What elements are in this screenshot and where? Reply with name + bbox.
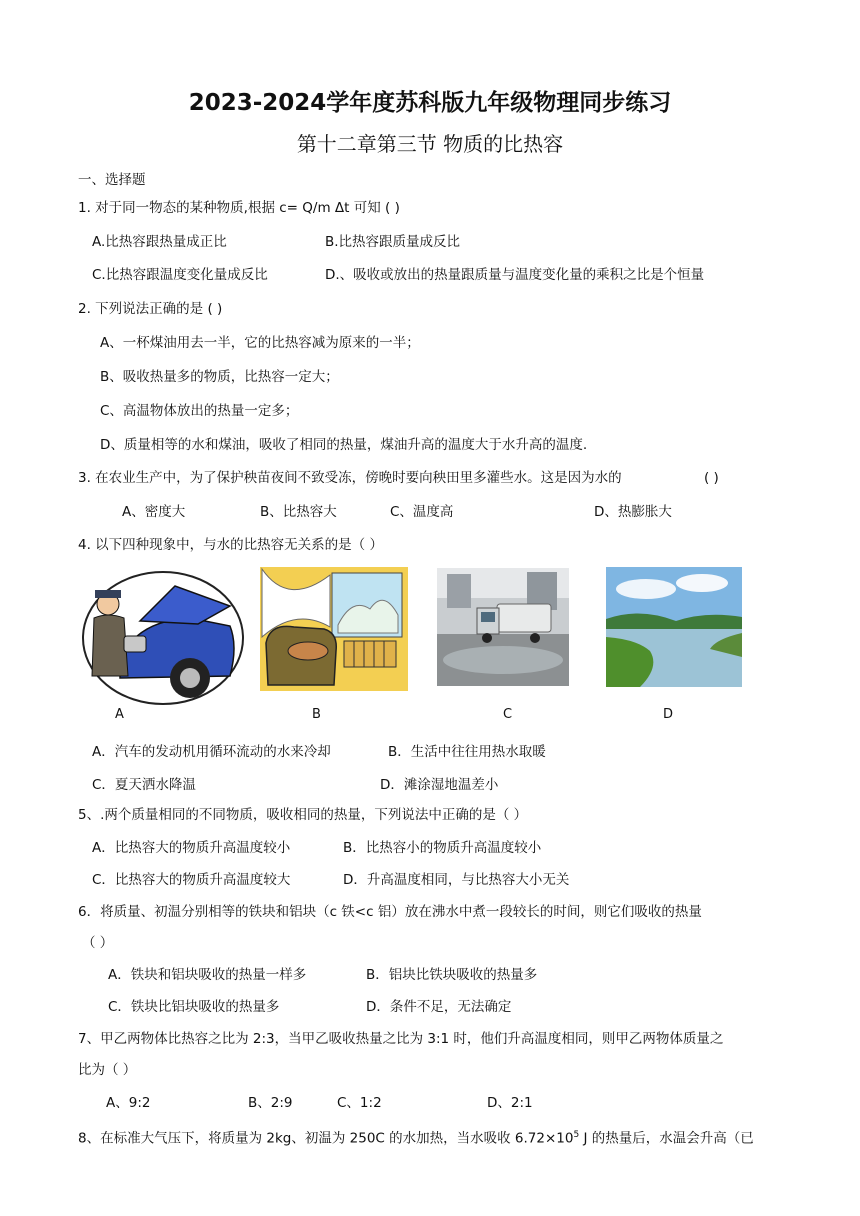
q7-option-b: B、2:9 [248,1095,293,1111]
question-4-stem: 4. 以下四种现象中，与水的比热容无关系的是（ ） [78,537,383,553]
car-mechanic-illustration [80,566,246,706]
page-title: 2023-2024学年度苏科版九年级物理同步练习 [188,90,672,116]
figure-d-label: D [663,707,674,722]
question-3-stem: 3. 在农业生产中，为了保护秧苗夜间不致受冻，傍晚时要向秧田里多灌些水。这是因为水的 [78,470,622,486]
q2-option-d: D、质量相等的水和煤油，吸收了相同的热量，煤油升高的温度大于水升高的温度. [100,437,588,453]
q7-option-a: A、9:2 [106,1095,151,1111]
q6-option-d: D．条件不足，无法确定 [366,999,512,1015]
section-heading: 一、选择题 [78,172,146,188]
q3-option-b: B、比热容大 [260,504,337,520]
figure-c-sprinkler-truck [437,568,569,686]
q8-exponent: 5 [573,1130,580,1140]
figure-b-label: B [312,707,321,722]
q6-option-c: C．铁块比铝块吸收的热量多 [108,999,280,1015]
q2-option-a: A、一杯煤油用去一半，它的比热容减为原来的一半； [100,335,420,351]
q7-option-c: C、1:2 [337,1095,382,1111]
q8-stem-text: 8、在标准大气压下，将质量为 2kg、初温为 250C 的水加热，当水吸收 6.72×10 [78,1130,574,1147]
q6-answer-paren: （ ） [82,935,114,951]
water-truck-photo [437,568,569,686]
q3-option-c: C、温度高 [390,504,454,520]
q1-option-a: A.比热容跟热量成正比 [92,234,227,250]
question-8-stem [78,1126,754,1148]
q3-answer-paren: ( ) [704,470,719,486]
question-2-stem: 2. 下列说法正确的是 ( ) [78,301,223,317]
question-5-stem: 5、.两个质量相同的不同物质，吸收相同的热量，下列说法中正确的是（ ） [78,807,528,823]
q1-option-d: D.、吸收或放出的热量跟质量与温度变化量的乘积之比是个恒量 [325,267,705,283]
wetland-landscape-photo [606,567,742,687]
armchair-radiator-illustration [260,567,408,691]
question-6-stem: 6．将质量、初温分别相等的铁块和铝块（c 铁<c 铝）放在沸水中煮一段较长的时间，则它们吸收的热量 [78,904,702,920]
question-1-stem: 1. 对于同一物态的某种物质,根据 c= Q/m Δt 可知 ( ) [78,200,400,216]
figure-d-wetland [606,567,742,687]
page-subtitle: 第十二章第三节 物质的比热容 [296,132,564,156]
q6-option-b: B．铝块比铁块吸收的热量多 [366,967,538,983]
q6-option-a: A．铁块和铝块吸收的热量一样多 [108,967,307,983]
q4-option-b: B．生活中往往用热水取暖 [388,744,546,760]
q8-stem-end: J 的热量后，水温会升高（已 [579,1130,754,1147]
q2-option-b: B、吸收热量多的物质，比热容一定大； [100,369,339,385]
q5-option-a: A．比热容大的物质升高温度较小 [92,840,291,856]
q7-option-d: D、2:1 [487,1095,533,1111]
q3-option-d: D、热膨胀大 [594,504,672,520]
q5-option-b: B．比热容小的物质升高温度较小 [343,840,542,856]
figure-a-car-engine [80,566,246,706]
q3-option-a: A、密度大 [122,504,186,520]
q1-option-c: C.比热容跟温度变化量成反比 [92,267,268,283]
figure-c-label: C [503,707,513,722]
q4-option-d: D．滩涂湿地温差小 [380,777,499,793]
question-7-stem-continued: 比为（ ） [78,1062,137,1078]
q1-option-b: B.比热容跟质量成反比 [325,234,461,250]
question-7-stem: 7、甲乙两物体比热容之比为 2:3，当甲乙吸收热量之比为 3:1 时，他们升高温度相同，则甲乙两物体质量之 [78,1031,724,1047]
figure-a-label: A [115,707,124,722]
q2-option-c: C、高温物体放出的热量一定多； [100,403,299,419]
figure-b-radiator-heating [260,567,408,691]
q5-option-d: D．升高温度相同，与比热容大小无关 [343,872,570,888]
q5-option-c: C．比热容大的物质升高温度较大 [92,872,291,888]
q4-option-c: C．夏天洒水降温 [92,777,196,793]
q4-option-a: A．汽车的发动机用循环流动的水来冷却 [92,744,331,760]
